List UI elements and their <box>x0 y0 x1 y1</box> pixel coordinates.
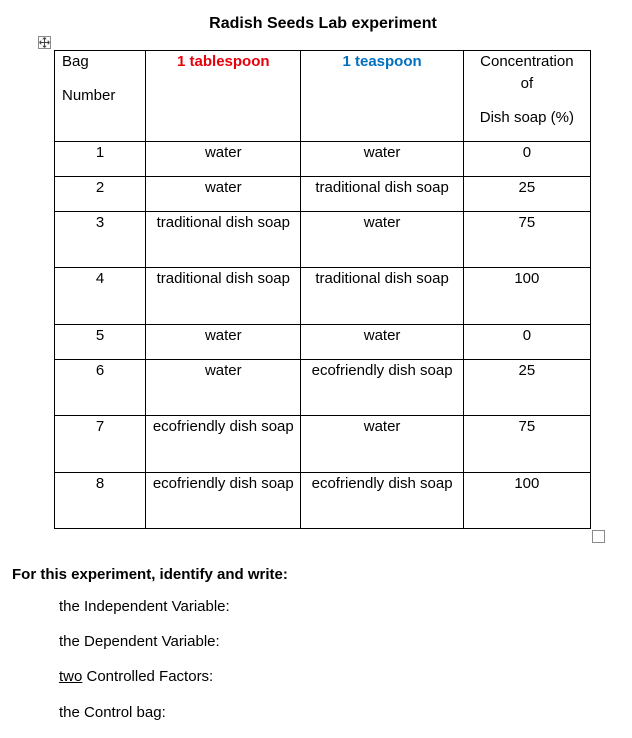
cell-tablespoon[interactable]: traditional dish soap <box>146 212 301 268</box>
cell-bag[interactable]: 6 <box>55 360 146 416</box>
cell-concentration[interactable]: 100 <box>463 268 590 325</box>
cell-tablespoon[interactable]: water <box>146 177 301 212</box>
question-controlled-factors <box>59 668 213 685</box>
cell-concentration[interactable]: 25 <box>463 177 590 212</box>
header-bag-line1: Bag <box>62 53 89 70</box>
experiment-table <box>54 50 591 529</box>
cell-teaspoon[interactable]: traditional dish soap <box>301 177 463 212</box>
header-teaspoon-label: 1 teaspoon <box>342 53 422 70</box>
table-row <box>55 473 591 529</box>
header-concentration-line1: Concentration <box>480 53 574 70</box>
header-teaspoon[interactable] <box>301 51 463 142</box>
cell-concentration[interactable]: 0 <box>463 142 590 177</box>
questions-heading: For this experiment, identify and write: <box>12 566 288 583</box>
cell-teaspoon[interactable]: ecofriendly dish soap <box>301 360 463 416</box>
cell-tablespoon[interactable]: water <box>146 360 301 416</box>
table-header-row <box>55 51 591 142</box>
document-title: Radish Seeds Lab experiment <box>209 15 437 32</box>
cell-bag[interactable]: 2 <box>55 177 146 212</box>
cell-bag[interactable]: 4 <box>55 268 146 325</box>
header-concentration-line2: of <box>520 75 534 92</box>
cell-teaspoon[interactable]: water <box>301 212 463 268</box>
question-controlled-factors-label: Controlled Factors: <box>82 668 214 685</box>
question-control-bag: the Control bag: <box>59 704 166 721</box>
header-tablespoon-label: 1 tablespoon <box>177 53 270 70</box>
table-row <box>55 212 591 268</box>
cell-tablespoon[interactable]: traditional dish soap <box>146 268 301 325</box>
cell-teaspoon[interactable]: water <box>301 142 463 177</box>
header-bag-number[interactable] <box>55 51 146 142</box>
header-bag-line2: Number <box>62 87 116 104</box>
cell-teaspoon[interactable]: ecofriendly dish soap <box>301 473 463 529</box>
cell-teaspoon[interactable]: water <box>301 325 463 360</box>
cell-concentration[interactable]: 0 <box>463 325 590 360</box>
cell-tablespoon[interactable]: water <box>146 142 301 177</box>
cell-concentration[interactable]: 75 <box>463 416 590 473</box>
question-dependent-variable: the Dependent Variable: <box>59 633 220 650</box>
cell-concentration[interactable]: 75 <box>463 212 590 268</box>
header-tablespoon[interactable] <box>146 51 301 142</box>
cell-bag[interactable]: 7 <box>55 416 146 473</box>
cell-concentration[interactable]: 100 <box>463 473 590 529</box>
table-move-handle-icon[interactable] <box>38 36 51 49</box>
table-resize-handle[interactable] <box>592 530 605 543</box>
cell-bag[interactable]: 1 <box>55 142 146 177</box>
cell-tablespoon[interactable]: ecofriendly dish soap <box>146 473 301 529</box>
cell-tablespoon[interactable]: ecofriendly dish soap <box>146 416 301 473</box>
cell-teaspoon[interactable]: water <box>301 416 463 473</box>
cell-concentration[interactable]: 25 <box>463 360 590 416</box>
table-row <box>55 416 591 473</box>
questions-section <box>12 566 288 583</box>
header-concentration[interactable] <box>463 51 590 142</box>
cell-bag[interactable]: 5 <box>55 325 146 360</box>
cell-teaspoon[interactable]: traditional dish soap <box>301 268 463 325</box>
header-concentration-line3: Dish soap (%) <box>479 109 574 126</box>
cell-bag[interactable]: 8 <box>55 473 146 529</box>
table-row <box>55 325 591 360</box>
table-row <box>55 177 591 212</box>
table-row <box>55 142 591 177</box>
question-independent-variable: the Independent Variable: <box>59 598 230 615</box>
table-row <box>55 268 591 325</box>
cell-bag[interactable]: 3 <box>55 212 146 268</box>
cell-tablespoon[interactable]: water <box>146 325 301 360</box>
question-controlled-factors-count: two <box>59 668 83 685</box>
table-row <box>55 360 591 416</box>
